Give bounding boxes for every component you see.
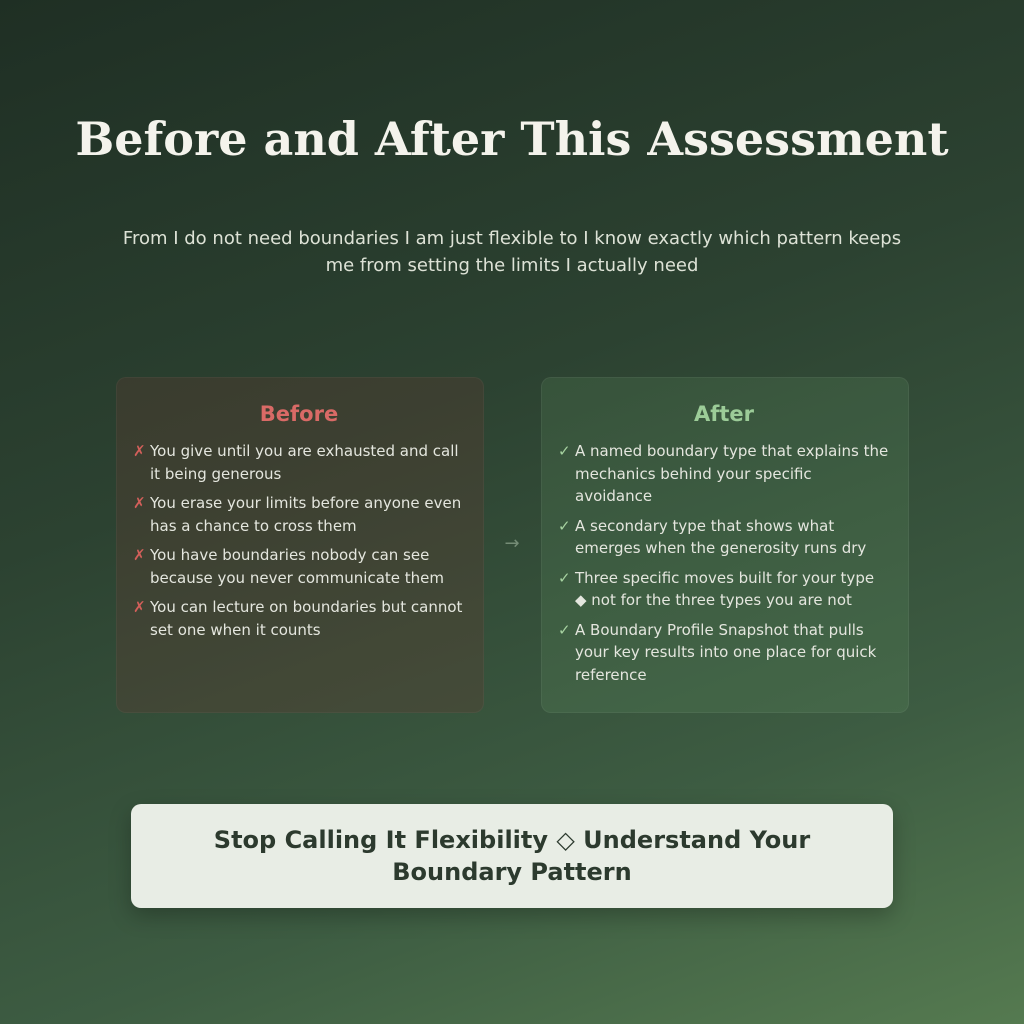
after-card [541,377,909,713]
after-list-item [558,567,890,612]
page-title: Before and After This Assessment [75,112,949,166]
before-list-item [133,544,465,589]
check-icon: ✓ [558,442,571,460]
before-list-item [133,596,465,641]
cross-icon: ✗ [133,442,146,460]
arrow-right-icon: → [504,533,520,554]
after-item-text: A named boundary type that explains the mechanics behind your specific avoidance [575,442,889,505]
before-list [133,440,465,641]
before-item-text: You can lecture on boundaries but cannot set one when it counts [150,598,463,639]
after-list-item [558,515,890,560]
cross-icon: ✗ [133,546,146,564]
check-icon: ✓ [558,620,571,639]
before-card-title: Before [259,402,339,426]
after-list-item [558,440,890,508]
after-item-text: A Boundary Profile Snapshot that pulls your key results into one place for quick reference [575,620,877,684]
cross-icon: ✗ [133,494,146,512]
after-list [558,440,890,686]
after-list-item [558,619,890,687]
after-item-text: A secondary type that shows what emerges when the generosity runs dry [575,516,867,557]
cross-icon: ✗ [133,598,146,616]
before-item-text: You give until you are exhausted and call it being generous [150,442,459,483]
page-subtitle: From I do not need boundaries I am just flexible to I know exactly which pattern keeps me from setting the limits I actually need [122,228,902,276]
after-item-text: Three specific moves built for your type ◆ not for the three types you are not [575,568,875,609]
before-item-text: You erase your limits before anyone even has a chance to cross them [150,494,462,535]
before-card [116,377,484,713]
check-icon: ✓ [558,516,571,535]
after-card-title: After [693,402,755,426]
before-item-text: You have boundaries nobody can see because you never communicate them [150,546,444,587]
cta-button[interactable] [131,804,893,908]
cta-button-label: Stop Calling It Flexibility ◇ Understand Your Boundary Pattern [213,826,811,886]
check-icon: ✓ [558,568,571,587]
before-list-item [133,492,465,537]
before-list-item [133,440,465,485]
